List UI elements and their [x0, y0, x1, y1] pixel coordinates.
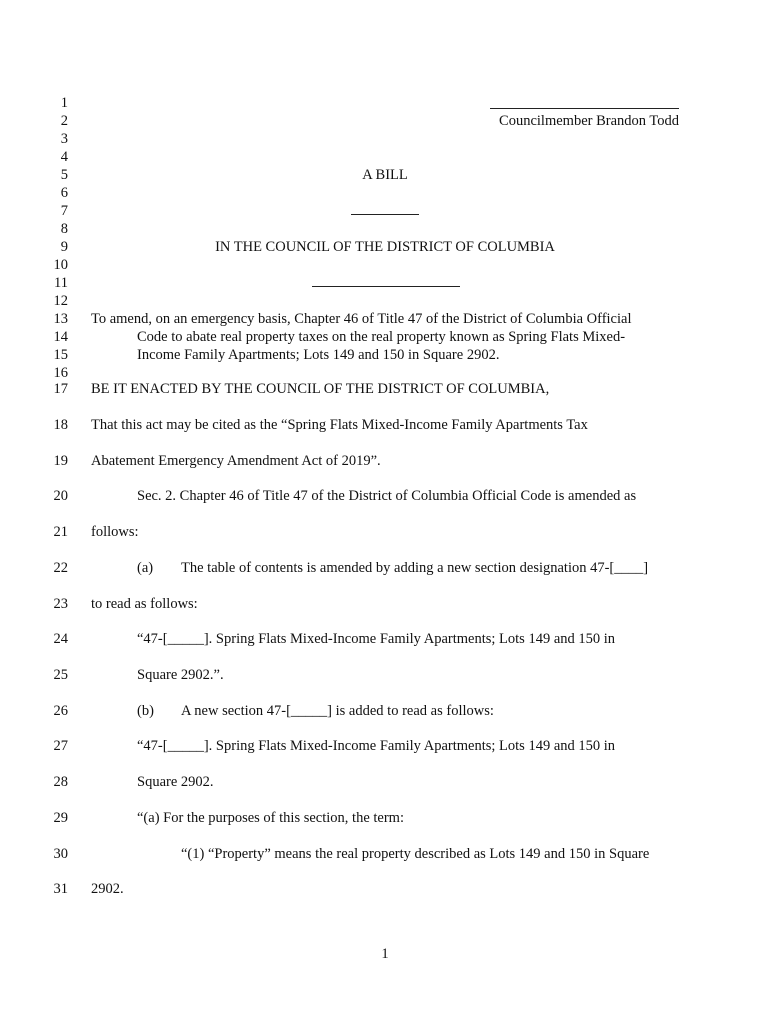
line-number: 5: [60, 167, 68, 183]
line-number: 8: [60, 221, 68, 237]
line-number: 17: [53, 381, 68, 397]
signature-line: [490, 108, 679, 109]
subsection-label: (a): [137, 560, 154, 576]
line-number: 11: [54, 275, 68, 291]
body-line: “47-[_____]. Spring Flats Mixed-Income Family Apartments; Lots 149 and 150 in: [137, 631, 616, 647]
purpose-line-3: Income Family Apartments; Lots 149 and 150 in Square 2902.: [137, 347, 500, 363]
line-number: 4: [60, 149, 68, 165]
council-heading: IN THE COUNCIL OF THE DISTRICT OF COLUMBIA: [215, 239, 555, 255]
section-heading: Sec. 2. Chapter 46 of Title 47 of the District of Columbia Official Code is amended as: [137, 488, 637, 504]
body-line: A new section 47-[_____] is added to read as follows:: [181, 703, 494, 719]
date-line: [312, 286, 460, 287]
line-number: 1: [60, 95, 68, 111]
line-number: 20: [53, 488, 68, 504]
line-number: 31: [53, 881, 68, 897]
line-number: 23: [53, 596, 68, 612]
line-number: 28: [53, 774, 68, 790]
body-line: “(a) For the purposes of this section, the term:: [137, 810, 404, 826]
purpose-line-1: To amend, on an emergency basis, Chapter 46 of Title 47 of the District of Columbia Official: [91, 311, 632, 327]
line-number: 3: [60, 131, 68, 147]
body-line: Abatement Emergency Amendment Act of 2019”.: [91, 453, 381, 469]
body-line: “47-[_____]. Spring Flats Mixed-Income Family Apartments; Lots 149 and 150 in: [137, 738, 616, 754]
line-number: 29: [53, 810, 68, 826]
line-number: 18: [53, 417, 68, 433]
line-number: 10: [53, 257, 68, 273]
line-number: 22: [53, 560, 68, 576]
page-number: 1: [381, 946, 389, 962]
body-line: “(1) “Property” means the real property described as Lots 149 and 150 in Square: [181, 846, 650, 862]
body-line: That this act may be cited as the “Spring Flats Mixed-Income Family Apartments Tax: [91, 417, 588, 433]
line-number: 26: [53, 703, 68, 719]
enacting-clause: BE IT ENACTED BY THE COUNCIL OF THE DISTRICT OF COLUMBIA,: [91, 381, 550, 397]
line-number: 27: [53, 738, 68, 754]
line-number: 24: [53, 631, 68, 647]
bill-number-line: [351, 214, 419, 215]
line-number: 19: [53, 453, 68, 469]
line-number: 30: [53, 846, 68, 862]
body-line: The table of contents is amended by adding a new section designation 47-[____]: [181, 560, 649, 576]
line-number: 9: [60, 239, 68, 255]
line-number: 7: [60, 203, 68, 219]
body-line: Square 2902.: [137, 774, 214, 790]
line-number: 25: [53, 667, 68, 683]
bill-title: A BILL: [362, 167, 408, 183]
body-line: Square 2902.”.: [137, 667, 224, 683]
line-number: 15: [53, 347, 68, 363]
body-line: to read as follows:: [91, 596, 198, 612]
line-number: 12: [53, 293, 68, 309]
subsection-label: (b): [137, 703, 154, 719]
line-number: 16: [53, 365, 68, 381]
purpose-line-2: Code to abate real property taxes on the real property known as Spring Flats Mixed-: [137, 329, 626, 345]
body-line: 2902.: [91, 881, 124, 897]
body-line: follows:: [91, 524, 139, 540]
line-number: 14: [53, 329, 68, 345]
sponsor-name: Councilmember Brandon Todd: [499, 113, 679, 129]
line-number: 2: [60, 113, 68, 129]
line-number: 21: [53, 524, 68, 540]
line-number: 13: [53, 311, 68, 327]
line-number: 6: [60, 185, 68, 201]
